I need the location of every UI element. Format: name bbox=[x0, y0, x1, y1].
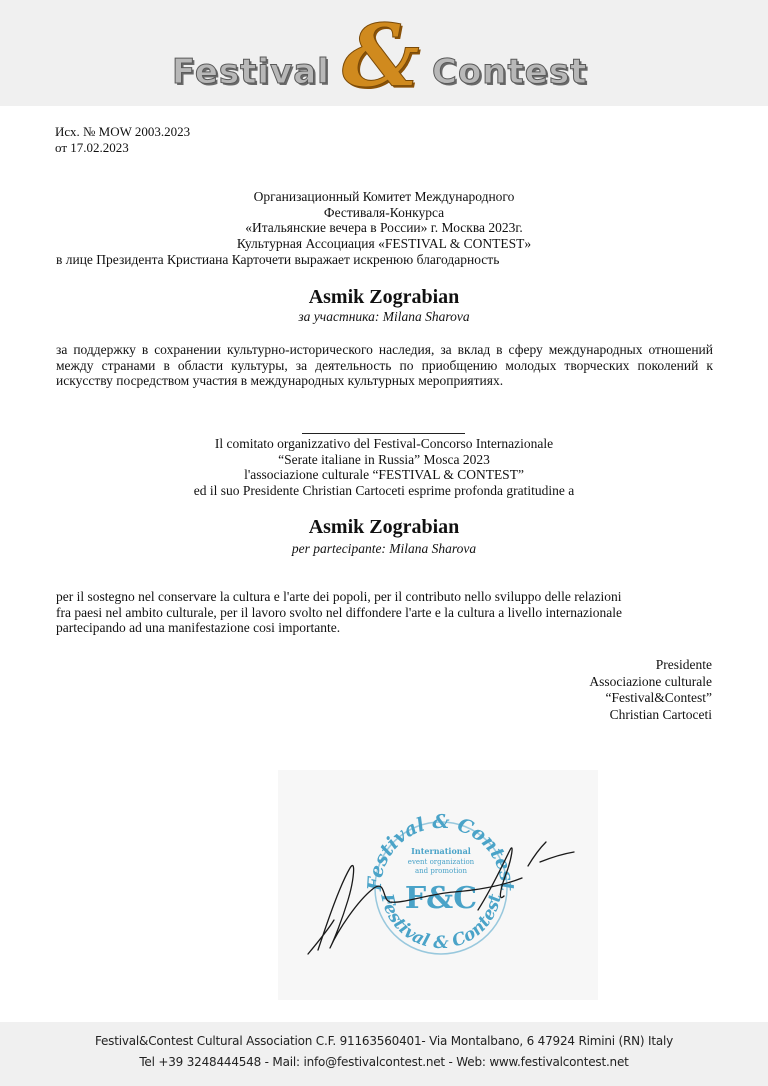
letterhead-footer bbox=[0, 1022, 768, 1086]
reference-number: Исх. № MOW 2003.2023 bbox=[55, 124, 191, 139]
stamp-svg bbox=[278, 770, 598, 1000]
italian-intro bbox=[0, 436, 768, 498]
russian-intro-line: «Итальянские вечера в России» г. Москва 2023г. bbox=[245, 220, 523, 235]
stamp-top-arc: Festival & Contest bbox=[363, 810, 519, 892]
participant-it: per partecipante: Milana Sharova bbox=[291, 541, 477, 556]
reference-date: от 17.02.2023 bbox=[55, 140, 129, 155]
recipient-name-ru: Asmik Zograbian bbox=[308, 286, 460, 308]
russian-intro-line-last: в лице Президента Кристиана Карточети выражает искренюю благодарность bbox=[56, 252, 500, 267]
signature-line: Presidente bbox=[655, 657, 712, 672]
italian-body-line: partecipando ad una manifestazione cosi importante. bbox=[56, 620, 341, 635]
recipient-name-it: Asmik Zograbian bbox=[308, 516, 460, 538]
logo-ampersand: & bbox=[342, 6, 420, 107]
festival-contest-logo bbox=[170, 6, 600, 107]
footer-address: Festival&Contest Cultural Association C.F. 91163560401- Via Montalbano, 6 47924 Rimini (RN) Italy bbox=[94, 1034, 674, 1048]
section-separator bbox=[302, 433, 465, 434]
russian-intro-line: Организационный Комитет Международного bbox=[253, 189, 515, 204]
italian-body bbox=[56, 589, 713, 636]
russian-intro-line: Фестиваля-Конкурса bbox=[323, 204, 445, 220]
logo-word-festival: Festival bbox=[172, 52, 330, 92]
italian-intro-line: “Serate italiane in Russia” Mosca 2023 bbox=[278, 451, 490, 467]
stamp-bottom-arc: Festival & Contest bbox=[376, 892, 506, 954]
stamp-line-1: International bbox=[411, 846, 471, 856]
italian-body-line: fra paesi nel ambito culturale, per il lavoro svolto nel diffondere l'arte e la cultura a livello internazionale bbox=[56, 604, 622, 620]
stamp-line-2: event organization bbox=[407, 858, 475, 866]
italian-intro-line: Il comitato organizzativo del Festival-Concorso Internazionale bbox=[214, 436, 554, 451]
letterhead-band bbox=[0, 0, 768, 106]
document-reference bbox=[55, 124, 190, 156]
stamp-line-3: and promotion bbox=[414, 867, 468, 875]
footer-contacts: Tel +39 3248444548 - Mail: info@festivalcontest.net - Web: www.festivalcontest.net bbox=[139, 1055, 629, 1069]
company-stamp bbox=[364, 811, 518, 954]
participant-ru: за участника: Milana Sharova bbox=[298, 309, 470, 324]
italian-intro-line: l'associazione culturale “FESTIVAL & CONTEST” bbox=[244, 467, 524, 482]
signature-line: Associazione culturale bbox=[589, 673, 712, 689]
russian-body: за поддержку в сохранении культурно-исторического наследия, за вклад в сферу международных отношений между странами в области культуры, за деятельность по приобщению молодых творческих поколений к искусству посредством участия в международных культурных мероприятиях. bbox=[56, 342, 713, 388]
italian-body-line: per il sostegno nel conservare la cultura e l'arte dei popoli, per il contributo nello sviluppo delle relazioni bbox=[56, 589, 622, 604]
signature-line: “Festival&Contest” bbox=[605, 690, 712, 705]
signature-line: Christian Cartoceti bbox=[609, 706, 712, 722]
stamp-monogram: F&C bbox=[404, 881, 478, 916]
russian-intro-line: Культурная Ассоциация «FESTIVAL & CONTEST» bbox=[236, 235, 532, 251]
stamp-area bbox=[278, 770, 598, 1000]
russian-intro bbox=[0, 189, 768, 251]
logo-word-contest: Contest bbox=[432, 52, 588, 92]
italian-intro-line: ed il suo Presidente Christian Cartoceti esprime profonda gratitudine a bbox=[193, 482, 575, 498]
signature-block bbox=[589, 657, 712, 723]
